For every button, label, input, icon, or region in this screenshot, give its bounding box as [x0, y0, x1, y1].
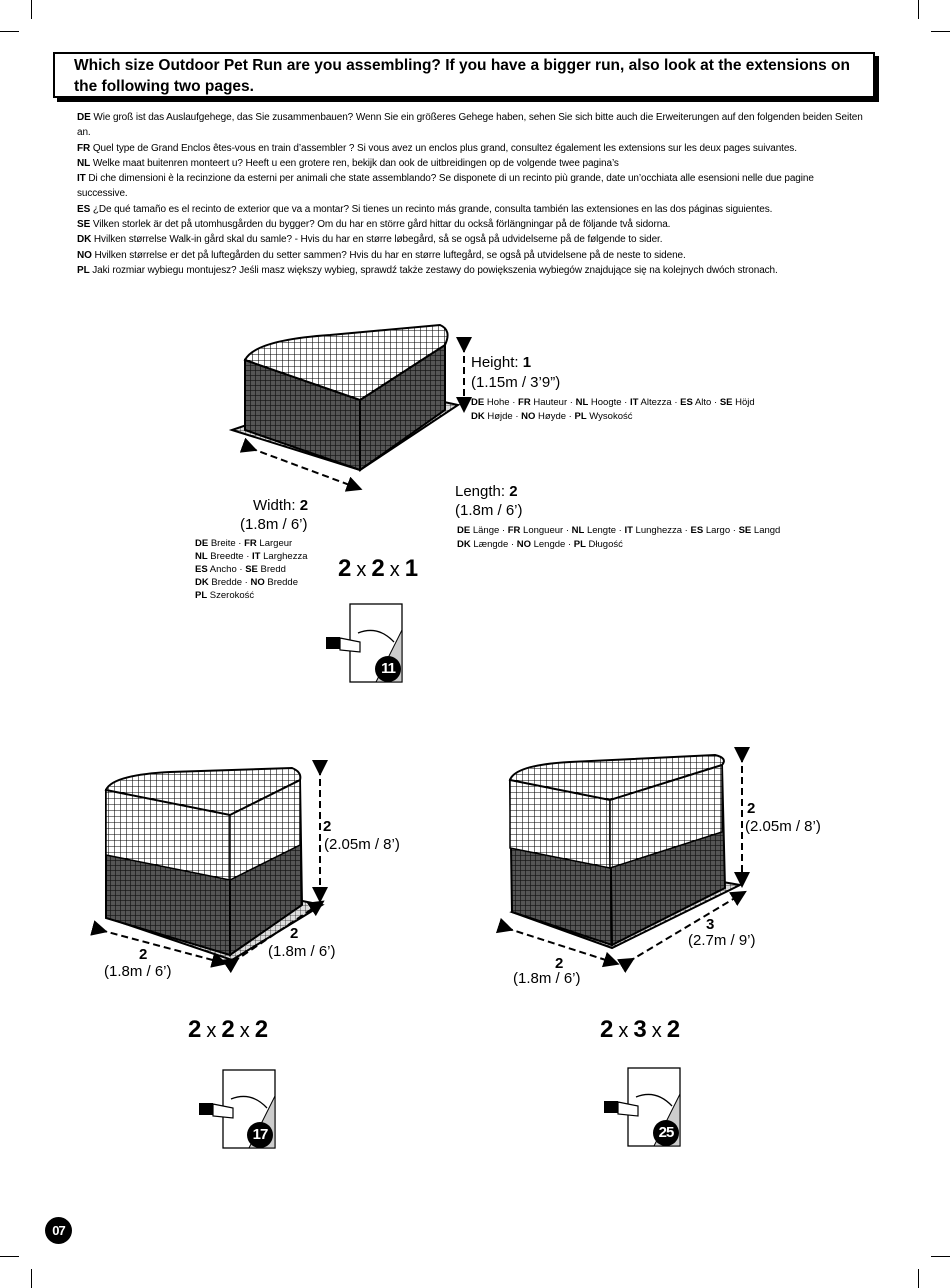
- run3-size-code: 2 x 3 x 2: [600, 1016, 682, 1043]
- run3-height-metric: (2.05m / 8’): [745, 818, 821, 835]
- language-code: NL: [77, 157, 91, 169]
- translation-word: Lengte: [584, 525, 617, 536]
- translation-word: Szerokość: [207, 590, 255, 601]
- run1-height-translations: DK Højde · NO Høyde · PL Wysokość: [471, 411, 633, 422]
- language-code: FR: [518, 397, 531, 408]
- width-translation-line: [195, 589, 308, 602]
- translation-word: Breite: [208, 538, 236, 549]
- run1-page-reference: 11: [375, 656, 401, 682]
- language-code: SE: [245, 564, 258, 575]
- run1-width-label: Width: 2: [253, 497, 309, 514]
- translation-word: Hoogte: [588, 397, 622, 408]
- language-code: DE: [195, 538, 209, 549]
- language-code: ES: [77, 203, 91, 215]
- run1-size-code: 2 x 2 x 1: [338, 555, 420, 582]
- language-code: PL: [573, 539, 586, 550]
- language-code: NL: [195, 551, 208, 562]
- run1-height-label: Height: 1: [471, 354, 532, 371]
- language-code: PL: [77, 264, 90, 276]
- width-translation-line: ES Ancho · SE Bredd: [195, 564, 286, 575]
- intro-text: Hvilken størrelse Walk-in gård skal du samle? - Hvis du har en større løbegård, så se også på udvidelserne på de følgende to sider.: [91, 234, 663, 246]
- translation-word: Bredde: [264, 577, 298, 588]
- translation-word: Höjd: [732, 397, 755, 408]
- page-number: 07: [45, 1217, 72, 1244]
- run2-height-metric: (2.05m / 8’): [324, 836, 400, 853]
- page-title: Which size Outdoor Pet Run are you assembling? If you have a bigger run, also look at the extensions on the following two pages.: [53, 52, 875, 98]
- language-code: NL: [571, 525, 585, 536]
- language-code: DE: [457, 525, 471, 536]
- run3-width-number: 2: [555, 955, 564, 972]
- language-code: SE: [719, 397, 733, 408]
- intro-text: Welke maat buitenren monteert u? Heeft u een grotere ren, bekijk dan ook de uitbreidingen op de volgende twee pagina’s: [90, 157, 619, 169]
- translation-word: Ancho: [207, 564, 237, 575]
- language-code: IT: [624, 525, 633, 536]
- language-code: DK: [457, 539, 471, 550]
- translation-word: Altezza: [638, 397, 672, 408]
- language-code: IT: [252, 551, 261, 562]
- run2-width-number: 2: [139, 946, 148, 963]
- language-code: NO: [516, 539, 531, 550]
- language-code: FR: [77, 142, 91, 154]
- translation-word: Alto: [692, 397, 712, 408]
- translation-word: Lengde: [530, 539, 566, 550]
- intro-text: Jaki rozmiar wybiegu montujesz? Jeśli masz większy wybieg, sprawdź także zestawy do powiększenia wybiegów znajdujące się na kolejnych dwóch stronach.: [89, 264, 778, 276]
- language-code: DE: [77, 112, 91, 123]
- language-code: SE: [77, 219, 91, 231]
- language-code: NO: [521, 411, 536, 422]
- language-code: PL: [195, 590, 208, 601]
- language-code: NO: [77, 249, 92, 261]
- translation-word: Larghezza: [260, 551, 308, 562]
- run3-width-metric: (1.8m / 6’): [513, 970, 581, 987]
- run1-length-label: Length: 2: [455, 483, 518, 500]
- translation-word: Largo: [703, 525, 731, 536]
- translation-word: Wysokość: [586, 411, 633, 422]
- translation-word: Langd: [751, 525, 781, 536]
- translation-word: Bredd: [257, 564, 286, 575]
- run2-height-number: 2: [323, 818, 332, 835]
- width-translation-line: NL Breedte · IT Larghezza: [195, 551, 308, 562]
- intro-text: Di che dimensioni è la recinzione da esterni per animali che state assemblando? Se disponete di un recinto più grande, date un’occhiata alle esensioni nelle due pagine successive.: [77, 173, 814, 200]
- run2-length-number: 2: [290, 925, 299, 942]
- translation-word: Højde: [484, 411, 513, 422]
- translation-word: Længde: [470, 539, 509, 550]
- run1-height-translations: DE Hohe · FR Hauteur · NL Hoogte · IT Altezza · ES Alto · SE Höjd: [471, 397, 755, 408]
- intro-text: Vilken storlek är det på utomhusgården du bygger? Om du har en större gård hittar du också förlängningar på de följande två sidorna.: [90, 219, 671, 231]
- language-code: FR: [244, 538, 257, 549]
- language-code: NO: [250, 577, 265, 588]
- run1-length-metric: (1.8m / 6’): [455, 502, 523, 519]
- intro-text: Quel type de Grand Enclos êtes-vous en train d’assembler ? Si vous avez un enclos plus grand, consultez également les extensions sur les deux pages suivantes.: [90, 142, 797, 154]
- translation-word: Hohe: [484, 397, 510, 408]
- run1-height-metric: (1.15m / 3’9”): [471, 374, 561, 391]
- run-2x2x1-drawing: [232, 325, 464, 487]
- language-code: ES: [195, 564, 208, 575]
- translation-word: Długość: [585, 539, 623, 550]
- translation-word: Longueur: [520, 525, 564, 536]
- intro-text: Hvilken størrelse er det på luftegården du setter sammen? Hvis du har en større luftegård, se også på utvidelsene på de neste to sidene.: [91, 249, 686, 261]
- run1-width-metric: (1.8m / 6’): [240, 516, 308, 533]
- run2-page-reference: 17: [247, 1122, 273, 1148]
- translation-word: Largeur: [256, 538, 293, 549]
- language-code: IT: [77, 173, 86, 185]
- translation-word: Bredde: [208, 577, 243, 588]
- run1-length-translations: DE Länge · FR Longueur · NL Lengte · IT Lunghezza · ES Largo · SE Langd: [457, 525, 781, 536]
- run3-page-reference: 25: [653, 1120, 679, 1146]
- width-translation-line: DE Breite · FR Largeur: [195, 538, 293, 549]
- language-code: ES: [690, 525, 704, 536]
- language-code: DK: [471, 411, 485, 422]
- run3-length-number: 3: [706, 916, 715, 933]
- width-translation-line: DK Bredde · NO Bredde: [195, 577, 298, 588]
- language-code: DE: [471, 397, 485, 408]
- language-code: DK: [195, 577, 209, 588]
- language-code: PL: [574, 411, 587, 422]
- translation-word: Lunghezza: [632, 525, 683, 536]
- intro-text: Wie groß ist das Auslaufgehege, das Sie zusammenbauen? Wenn Sie ein größeres Gehege haben, sehen Sie sich bitte auch die Erweiterungen auf den folgenden beiden Seiten an.: [77, 112, 863, 139]
- run3-height-number: 2: [747, 800, 756, 817]
- language-code: IT: [629, 397, 639, 408]
- run3-length-metric: (2.7m / 9’): [688, 932, 756, 949]
- language-code: FR: [507, 525, 521, 536]
- language-code: SE: [738, 525, 752, 536]
- language-code: DK: [77, 234, 92, 246]
- run2-size-code: 2 x 2 x 2: [188, 1016, 270, 1043]
- intro-text: ¿De qué tamaño es el recinto de exterior que va a montar? Si tienes un recinto más grande, consulta también las extensiones en las dos páginas siguientes.: [90, 203, 773, 215]
- run1-length-translations: DK Længde · NO Lengde · PL Długość: [457, 539, 623, 550]
- language-code: NL: [575, 397, 589, 408]
- translation-word: Hauteur: [530, 397, 568, 408]
- run2-width-metric: (1.8m / 6’): [104, 963, 172, 980]
- translation-word: Breedte: [207, 551, 244, 562]
- run-2x2x2-drawing: [100, 768, 322, 962]
- run1-width-translations: [195, 537, 308, 602]
- run2-length-metric: (1.8m / 6’): [268, 943, 336, 960]
- translation-word: Høyde: [535, 411, 567, 422]
- translation-word: Länge: [470, 525, 500, 536]
- language-code: ES: [680, 397, 693, 408]
